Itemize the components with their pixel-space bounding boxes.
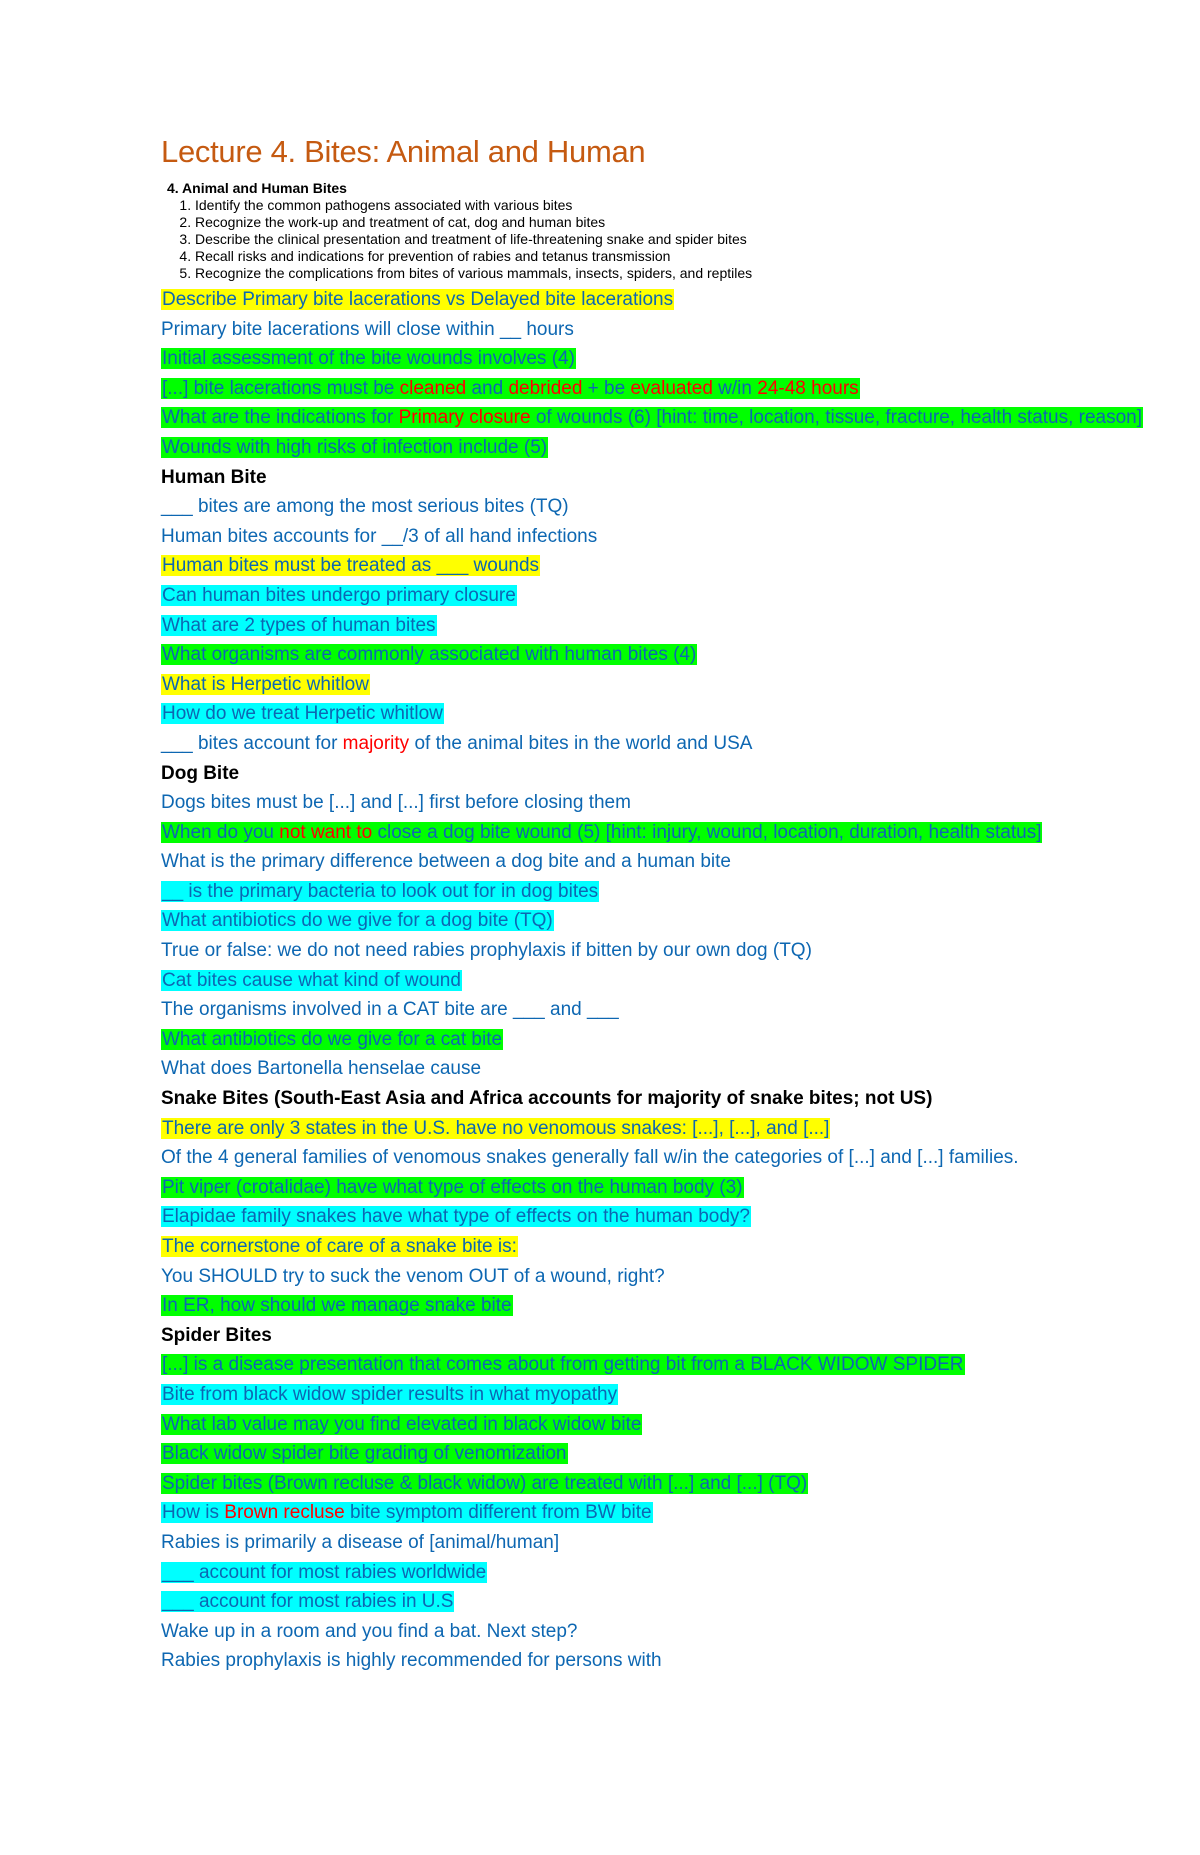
highlight-green [161, 1177, 744, 1198]
emphasis-text: not want to [279, 821, 373, 843]
line-text: The organisms involved in a CAT bite are ___ and ___ [161, 999, 619, 1021]
line-text: The cornerstone of care of a snake bite is: [162, 1236, 517, 1257]
question-line [161, 344, 1161, 374]
highlight-green [161, 1029, 503, 1050]
line-text: Human bites accounts for __/3 of all hand infections [161, 525, 598, 547]
section-heading [161, 759, 1161, 789]
question-line [161, 522, 1161, 552]
line-text: Of the 4 general families of venomous snakes generally fall w/in the categories of [...] and [...] families. [161, 1147, 1019, 1169]
question-line [161, 1143, 1161, 1173]
highlight-yellow [161, 1236, 518, 1257]
line-text: Initial assessment of the bite wounds involves (4) [162, 348, 575, 370]
highlight-green [161, 437, 548, 458]
emphasis-text: cleaned [399, 377, 467, 399]
highlight-cyan [161, 881, 599, 902]
highlight-green [161, 407, 1143, 428]
objective-item: 2. Recognize the work-up and treatment of cat, dog and human bites [195, 214, 1161, 231]
highlight-cyan [161, 703, 444, 724]
line-text: What does Bartonella henselae cause [161, 1058, 482, 1080]
line-text: Wake up in a room and you find a bat. Next step? [161, 1620, 578, 1642]
line-text: [...] bite lacerations must be [162, 377, 400, 399]
question-line [161, 818, 1161, 848]
line-text: Dogs bites must be [...] and [...] first before closing them [161, 792, 631, 814]
line-text: ___ bites account for [161, 732, 343, 754]
question-line [161, 1202, 1161, 1232]
question-line [161, 1114, 1161, 1144]
highlight-green [161, 1414, 642, 1435]
line-text: [...] is a disease presentation that comes about from getting bit from a BLACK WIDOW SPIDER [162, 1354, 964, 1376]
highlight-yellow [161, 289, 674, 310]
objective-item: 3. Describe the clinical presentation and treatment of life-threatening snake and spider bites [195, 231, 1161, 248]
line-text: of the animal bites in the world and USA [409, 732, 753, 754]
question-line [161, 936, 1161, 966]
question-line [161, 1173, 1161, 1203]
line-text: What antibiotics do we give for a dog bite (TQ) [162, 910, 553, 932]
question-line [161, 1410, 1161, 1440]
emphasis-text: majority [342, 732, 410, 754]
highlight-green [161, 822, 1042, 843]
question-line [161, 1469, 1161, 1499]
line-text: How is [162, 1502, 225, 1524]
line-text: bite symptom different from BW bite [344, 1502, 652, 1524]
question-line [161, 285, 1161, 315]
question-line [161, 1439, 1161, 1469]
objective-item: 4. Recall risks and indications for prevention of rabies and tetanus transmission [195, 248, 1161, 265]
line-text: What is the primary difference between a dog bite and a human bite [161, 851, 731, 873]
question-line [161, 877, 1161, 907]
question-line [161, 1262, 1161, 1292]
study-questions [161, 285, 1161, 1676]
line-text: Spider bites (Brown recluse & black widow) are treated with [...] and [...] (TQ) [162, 1472, 808, 1494]
line-text: __ is the primary bacteria to look out for in dog bites [162, 880, 599, 902]
line-text: Dog Bite [161, 762, 240, 784]
line-text: How do we treat Herpetic whitlow [162, 703, 443, 725]
highlight-green [161, 1443, 568, 1464]
objectives-list [167, 197, 1161, 282]
question-line [161, 1646, 1161, 1676]
highlight-green [161, 1354, 965, 1375]
line-text: ___ account for most rabies worldwide [162, 1561, 487, 1583]
section-heading [161, 463, 1161, 493]
highlight-cyan [161, 585, 517, 606]
highlight-green [161, 348, 576, 369]
highlight-yellow [161, 555, 540, 576]
highlight-cyan [161, 1206, 751, 1227]
question-line [161, 1587, 1161, 1617]
highlight-yellow [161, 1118, 830, 1139]
highlight-cyan [161, 1384, 618, 1405]
question-line [161, 1528, 1161, 1558]
question-line [161, 1498, 1161, 1528]
line-text: Rabies is primarily a disease of [animal/human] [161, 1531, 560, 1553]
line-text: What are the indications for [162, 407, 399, 429]
line-text: You SHOULD try to suck the venom OUT of a wound, right? [161, 1265, 665, 1287]
question-line [161, 374, 1161, 404]
question-line [161, 1380, 1161, 1410]
question-line [161, 699, 1161, 729]
question-line [161, 551, 1161, 581]
question-line [161, 1054, 1161, 1084]
highlight-cyan [161, 1502, 653, 1523]
line-text: Wounds with high risks of infection include (5) [162, 436, 548, 458]
line-text: What is Herpetic whitlow [162, 673, 369, 695]
line-text: True or false: we do not need rabies prophylaxis if bitten by our own dog (TQ) [161, 940, 812, 962]
line-text: What lab value may you find elevated in black widow bite [162, 1413, 642, 1435]
question-line [161, 611, 1161, 641]
question-line [161, 1558, 1161, 1588]
highlight-cyan [161, 615, 437, 636]
line-text: Snake Bites (South-East Asia and Africa accounts for majority of snake bites; not US) [161, 1088, 933, 1110]
question-line [161, 995, 1161, 1025]
objective-item: 1. Identify the common pathogens associated with various bites [195, 197, 1161, 214]
line-text: Primary bite lacerations will close within __ hours [161, 318, 574, 340]
line-text: What antibiotics do we give for a cat bite [162, 1028, 503, 1050]
question-line [161, 966, 1161, 996]
question-line [161, 1291, 1161, 1321]
line-text: When do you [162, 821, 280, 843]
line-text: Elapidae family snakes have what type of effects on the human body? [162, 1206, 750, 1228]
highlight-green [161, 644, 697, 665]
emphasis-text: Primary closure [398, 407, 531, 429]
question-line [161, 403, 1161, 433]
emphasis-text: 24-48 hours [757, 377, 859, 399]
emphasis-text: evaluated [630, 377, 713, 399]
line-text: Cat bites cause what kind of wound [162, 969, 461, 991]
question-line [161, 729, 1161, 759]
question-line [161, 1617, 1161, 1647]
question-line [161, 847, 1161, 877]
line-text: ___ account for most rabies in U.S [162, 1591, 454, 1613]
question-line [161, 581, 1161, 611]
line-text: Spider Bites [161, 1324, 272, 1346]
line-text: Describe Primary bite lacerations vs Delayed bite lacerations [162, 289, 674, 310]
line-text: Bite from black widow spider results in what myopathy [162, 1383, 618, 1405]
section-heading [161, 1321, 1161, 1351]
objective-item: 5. Recognize the complications from bites of various mammals, insects, spiders, and reptiles [195, 265, 1161, 282]
learning-objectives [167, 180, 1161, 282]
highlight-green [161, 1295, 513, 1316]
document-page [161, 130, 1161, 1676]
question-line [161, 1350, 1161, 1380]
highlight-cyan [161, 910, 554, 931]
question-line [161, 906, 1161, 936]
highlight-cyan [161, 1562, 487, 1583]
question-line [161, 670, 1161, 700]
section-heading [161, 1084, 1161, 1114]
highlight-cyan [161, 1591, 454, 1612]
highlight-yellow [161, 674, 370, 695]
line-text: Can human bites undergo primary closure [162, 584, 516, 606]
highlight-green [161, 1473, 808, 1494]
line-text: Black widow spider bite grading of venomization [162, 1443, 567, 1465]
line-text: Human Bite [161, 466, 267, 488]
line-text: + be [582, 377, 631, 399]
question-line [161, 492, 1161, 522]
line-text: Rabies prophylaxis is highly recommended for persons with [161, 1650, 662, 1672]
line-text: There are only 3 states in the U.S. have no venomous snakes: [...], [...], and [...] [162, 1117, 830, 1139]
question-line [161, 1025, 1161, 1055]
line-text: close a dog bite wound (5) [hint: injury, wound, location, duration, health status] [372, 821, 1042, 843]
question-line [161, 640, 1161, 670]
highlight-green [161, 378, 860, 399]
question-line [161, 788, 1161, 818]
highlight-cyan [161, 970, 462, 991]
line-text: w/in [712, 377, 758, 399]
question-line [161, 1232, 1161, 1262]
line-text: What organisms are commonly associated with human bites (4) [162, 644, 697, 666]
emphasis-text: Brown recluse [224, 1502, 345, 1524]
objectives-heading: 4. Animal and Human Bites [167, 180, 347, 196]
emphasis-text: debrided [508, 377, 583, 399]
line-text: Human bites must be treated as ___ wounds [162, 555, 540, 577]
question-line [161, 315, 1161, 345]
line-text: and [466, 377, 509, 399]
line-text: In ER, how should we manage snake bite [162, 1295, 512, 1317]
line-text: Pit viper (crotalidae) have what type of effects on the human body (3) [162, 1176, 743, 1198]
question-line [161, 433, 1161, 463]
line-text: ___ bites are among the most serious bites (TQ) [161, 496, 569, 518]
line-text: of wounds (6) [hint: time, location, tissue, fracture, health status, reason] [530, 407, 1143, 429]
page-title: Lecture 4. Bites: Animal and Human [161, 134, 646, 169]
line-text: What are 2 types of human bites [162, 614, 436, 636]
